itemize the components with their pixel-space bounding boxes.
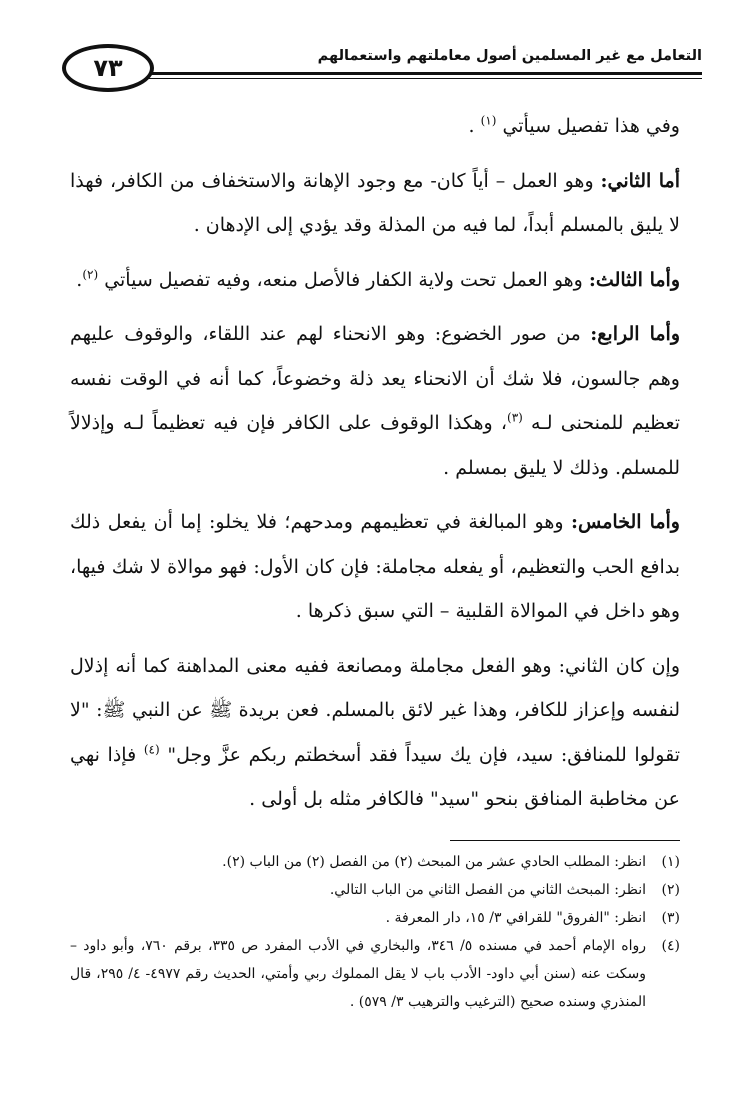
main-text bbox=[70, 104, 680, 822]
paragraph-5 bbox=[70, 500, 680, 634]
footnote-4 bbox=[70, 932, 680, 1016]
footnote-separator bbox=[450, 840, 680, 841]
page-number: ٧٣ bbox=[62, 44, 154, 92]
footnote-3 bbox=[70, 904, 680, 932]
paragraph-lead: وأما الخامس: bbox=[571, 511, 680, 533]
footnote-1 bbox=[70, 848, 680, 876]
footnote-number: (٢) bbox=[661, 882, 680, 898]
paragraph-3 bbox=[70, 258, 680, 303]
header-rule-thin bbox=[122, 78, 702, 79]
footnote-text: رواه الإمام أحمد في مسنده ٥/ ٣٤٦، والبخاري في الأدب المفرد ص ٣٣٥، برقم ٧٦٠، وأبو داود – وسكت عنه (سنن أبي داود- الأدب باب لا يقل المملوك ربي وأمتي، الحديث رقم ٤٩٧٧- ٤/ ٢٩٥، قال المنذري وسنده صحيح (الترغيب والترهيب ٣/ ٥٧٩) . bbox=[70, 938, 646, 1010]
paragraph-1 bbox=[70, 104, 680, 149]
footnote-number: (٣) bbox=[661, 910, 680, 926]
footnote-ref[interactable]: (١) bbox=[480, 113, 497, 128]
paragraph-text: ، وهكذا الوقوف على الكافر فإن فيه تعظيماً لـه وإذلالاً للمسلم. وذلك لا يليق بمسلم . bbox=[70, 412, 680, 479]
paragraph-text: . bbox=[76, 268, 83, 291]
footnote-text: انظر: المطلب الحادي عشر من المبحث (٢) من الفصل (٢) من الباب (٢). bbox=[222, 854, 646, 870]
paragraph-text: وفي هذا تفصيل سيأتي bbox=[502, 115, 680, 137]
paragraph-lead: أما الثاني: bbox=[600, 169, 681, 192]
footnote-2 bbox=[70, 876, 680, 904]
paragraph-text: من صور الخضوع: وهو الانحناء لهم عند اللقاء، والوقوف عليهم وهم جالسون، فلا شك أن الانحناء يعد ذلة وخضوعاً، كما أنه في الوقت نفسه تعظيم للمنحنى لـه bbox=[70, 323, 680, 434]
footnote-ref[interactable]: (٣) bbox=[507, 410, 523, 425]
footnotes bbox=[70, 848, 680, 1016]
footnote-ref[interactable]: (٤) bbox=[143, 742, 160, 757]
paragraph-2 bbox=[70, 159, 680, 248]
paragraph-text: وهو العمل تحت ولاية الكفار فالأصل منعه، وفيه تفصيل سيأتي bbox=[104, 268, 589, 291]
paragraph-lead: وأما الرابع: bbox=[590, 323, 680, 345]
footnote-text: انظر: المبحث الثاني من الفصل الثاني من الباب التالي. bbox=[329, 882, 646, 898]
paragraph-6 bbox=[70, 644, 680, 822]
footnote-text: انظر: "الفروق" للقرافي ٣/ ١٥، دار المعرفة . bbox=[385, 910, 646, 926]
paragraph-text: . bbox=[468, 115, 475, 137]
header-rule-thick bbox=[122, 72, 702, 75]
running-title: التعامل مع غير المسلمين أصول معاملتهم واستعمالهم bbox=[317, 48, 702, 64]
paragraph-lead: وأما الثالث: bbox=[588, 268, 680, 291]
paragraph-text: وإن كان الثاني: وهو الفعل مجاملة ومصانعة ففيه معنى المداهنة كما أنه إذلال لنفسه وإعزاز للكافر، وهذا غير لائق بالمسلم. فعن بريدة ﷺ عن النبي ﷺ: "لا تقولوا للمنافق: سيد، فإن يك سيداً فقد أسخطتم ربكم عزَّ وجل" bbox=[70, 654, 681, 766]
paragraph-text: وهو المبالغة في تعظيمهم ومدحهم؛ فلا يخلو: إما أن يفعل ذلك بدافع الحب والتعظيم، أو يفعله مجاملة: فإن كان الأول: فهو موالاة لا شك فيها، وهو داخل في الموالاة القلبية – التي سبق ذكرها . bbox=[70, 511, 680, 622]
paragraph-text: فإذا نهي عن مخاطبة المنافق بنحو "سيد" فالكافر مثله بل أولى . bbox=[70, 743, 680, 810]
footnote-number: (١) bbox=[661, 854, 680, 870]
footnote-number: (٤) bbox=[661, 938, 680, 954]
paragraph-text: وهو العمل – أياً كان- مع وجود الإهانة والاستخفاف من الكافر، فهذا لا يليق بالمسلم أبداً، لما فيه من المذلة وقد يؤدي إلى الإدهان . bbox=[70, 169, 680, 236]
footnote-ref[interactable]: (٢) bbox=[82, 267, 99, 282]
page-header bbox=[62, 44, 702, 92]
paragraph-4 bbox=[70, 312, 680, 490]
